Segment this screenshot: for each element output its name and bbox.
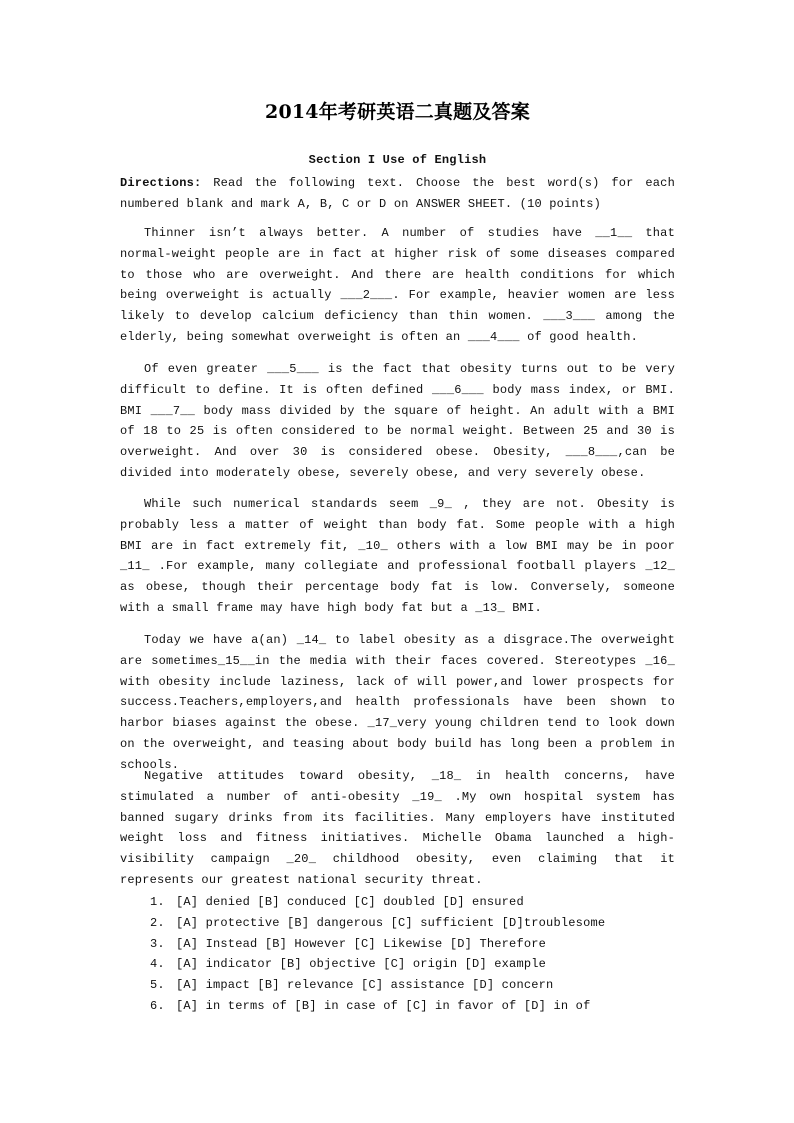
answer-options [150, 892, 670, 1017]
option-number: 5. [150, 978, 165, 993]
option-text: [A] indicator [B] objective [C] origin [D] example [176, 957, 547, 972]
option-row [150, 996, 670, 1017]
option-text: [A] protective [B] dangerous [C] sufficient [D]troublesome [176, 915, 606, 930]
paragraph-2: Of even greater ___5___ is the fact that obesity turns out to be very difficult to define. It is often defined ___6___ body mass index, or BMI. BMI ___7__ body mass divided by the square of height. An adult with a BMI of 18 to 25 is often considered to be normal weight. Between 25 and 30 is overweight. And over 30 is considered obese. Obesity, ___8___,can be divided into moderately obese, severely obese, and very severely obese. [120, 362, 675, 480]
section-title: Section I Use of English [308, 153, 487, 167]
option-text: [A] in terms of [B] in case of [C] in favor of [D] in of [176, 998, 591, 1013]
option-number: 1. [150, 895, 165, 909]
paragraph-4: Today we have a(an) _14_ to label obesity as a disgrace.The overweight are sometimes_15__in the media with their faces covered. Stereotypes _16_ with obesity include laziness, lack of will power,and lower prospects for success.Teachers,employers,and health professionals have been shown to harbor biases against the obese. _17_very young children tend to look down on the overweight, and teasing about body build has long been a problem in schools. [120, 633, 675, 772]
paragraph-1: Thinner isn’t always better. A number of studies have __1__ that normal-weight people are in fact at higher risk of some diseases compared to those who are overweight. And there are health conditions for which being overweight is actually ___2___. For example, heavier women are less likely to develop calcium deficiency than thin women. ___3___ among the elderly, being somewhat overweight is often an ___4___ of good health. [120, 226, 675, 344]
option-text: [A] denied [B] conduced [C] doubled [D] ensured [176, 895, 524, 909]
directions-label: Directions: [120, 176, 202, 190]
directions [120, 173, 675, 215]
option-row [150, 975, 670, 996]
option-row [150, 892, 670, 913]
option-row [150, 913, 670, 934]
option-number: 3. [150, 936, 165, 951]
option-text: [A] Instead [B] However [C] Likewise [D] Therefore [176, 936, 547, 951]
option-number: 6. [150, 998, 165, 1013]
directions-text: Read the following text. Choose the best word(s) for each numbered blank and mark A, B, C or D on ANSWER SHEET. (10 points) [120, 176, 675, 211]
option-number: 4. [150, 957, 165, 972]
option-number: 2. [150, 915, 165, 930]
paragraph-3: While such numerical standards seem _9_ , they are not. Obesity is probably less a matter of weight than body fat. Some people with a high BMI are in fact extremely fit, _10_ others with a low BMI may be in poor _11_ .For example, many collegiate and professional football players _12_ as obese, though their percentage body fat is low. Conversely, someone with a small frame may have high body fat but a _13_ BMI. [120, 497, 675, 615]
paragraph-5: Negative attitudes toward obesity, _18_ in health concerns, have stimulated a number of anti-obesity _19_ .My own hospital system has banned sugary drinks from its facilities. Many employers have instituted weight loss and fitness initiatives. Michelle Obama launched a high-visibility campaign _20_ childhood obesity, even claiming that it represents our greatest national security threat. [120, 769, 675, 887]
option-row [150, 954, 670, 975]
option-text: [A] impact [B] relevance [C] assistance [D] concern [176, 978, 554, 993]
option-row [150, 934, 670, 955]
page-title: 2014年考研英语二真题及答案 [265, 101, 530, 123]
